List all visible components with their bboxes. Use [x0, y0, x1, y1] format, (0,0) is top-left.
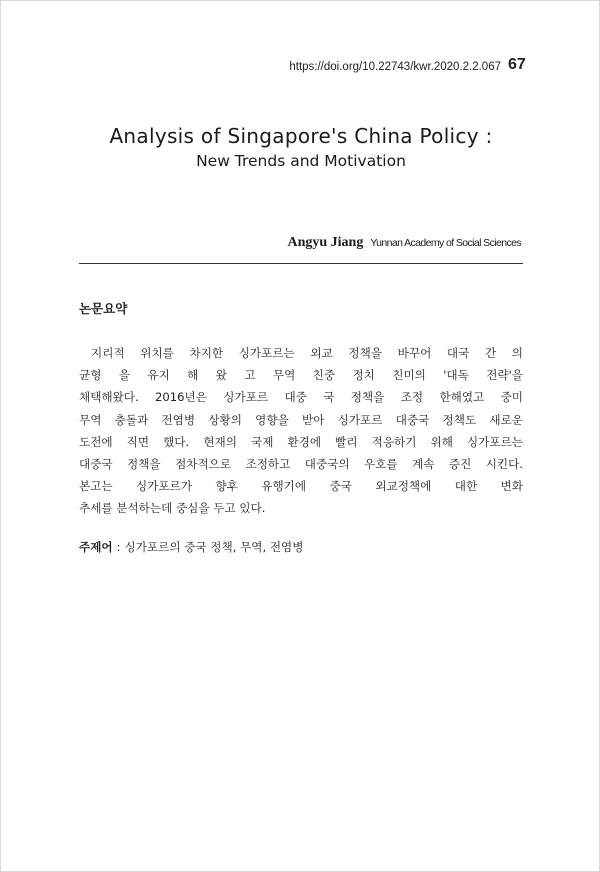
article-title: Analysis of Singapore's China Policy : — [109, 124, 493, 148]
abstract-line: 추세를 분석하는데 중심을 두고 있다. — [79, 501, 266, 516]
article-subtitle: New Trends and Motivation — [196, 152, 406, 170]
abstract-line: 본고는 싱가포르가 향후 유행기에 중국 외교정책에 대한 변화 — [79, 479, 523, 494]
abstract-line: 균형 을 유지 해 왔 고 무역 친중 정치 친미의 '대독 전략'을 — [79, 368, 523, 383]
keywords-label: 주제어 — [79, 540, 113, 554]
abstract-line: 대중국 정책을 점차적으로 조정하고 대중국의 우호를 계속 증진 시킨다. — [79, 456, 523, 471]
abstract-line: 무역 충돌과 전염병 상황의 영향을 받아 싱가포르 대중국 정책도 새로운 — [79, 412, 523, 427]
header-divider — [79, 263, 523, 264]
author-affiliation: Yunnan Academy of Social Sciences — [370, 237, 521, 249]
abstract-line: 지리적 위치를 차지한 싱가포르는 외교 정책을 바꾸어 대국 간 의 — [91, 346, 523, 360]
abstract-body — [79, 342, 523, 520]
page-number: 67 — [508, 56, 526, 73]
doi-link[interactable]: https://doi.org/10.22743/kwr.2020.2.2.067 — [289, 61, 501, 73]
author-line — [287, 233, 521, 251]
abstract-line: 도전에 직면 했다. 현재의 국제 환경에 빨리 적응하기 위해 싱가포르는 — [79, 434, 523, 449]
keywords — [79, 539, 303, 555]
author-name: Angyu Jiang — [287, 235, 364, 250]
keywords-separator: : — [116, 540, 121, 554]
keywords-text: 싱가포르의 중국 정책, 무역, 전염병 — [124, 540, 304, 554]
abstract-line: 채택해왔다. 2016년은 싱가포르 대중 국 정책을 조정 한해였고 중미 — [79, 390, 523, 405]
abstract-heading: 논문요약 — [79, 301, 128, 316]
